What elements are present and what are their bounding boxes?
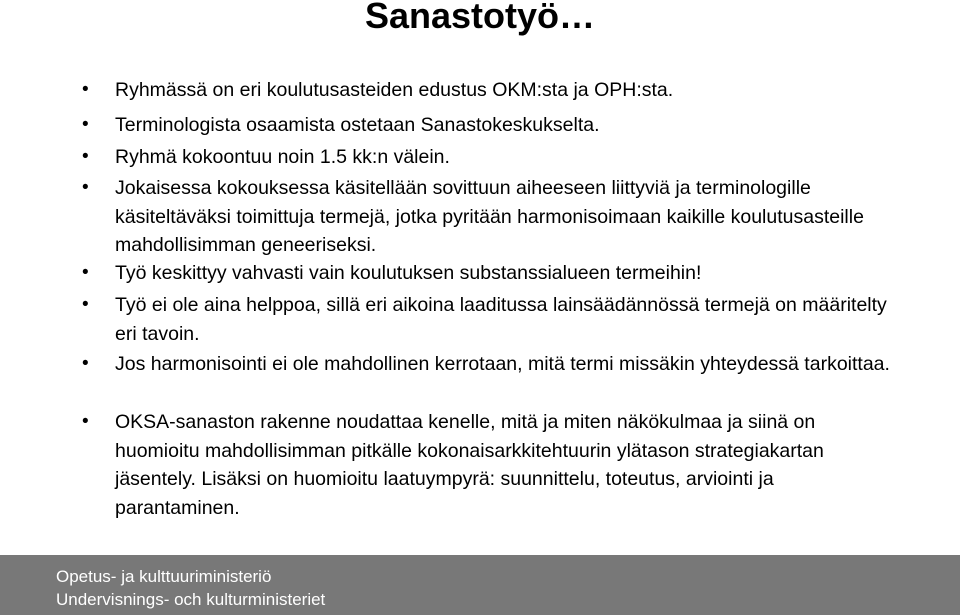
bullet-text: Terminologista osaamista ostetaan Sanastokeskukselta. [115, 114, 600, 136]
bullet-item [82, 350, 895, 379]
bullet-text: Työ keskittyy vahvasti vain koulutuksen substanssialueen termeihin! [115, 262, 702, 284]
bullet-marker: • [82, 262, 89, 283]
bullet-marker: • [82, 294, 89, 315]
bullet-marker: • [82, 411, 89, 432]
bullet-marker: • [82, 353, 89, 374]
bullet-item [82, 111, 895, 140]
bullet-marker: • [82, 114, 89, 135]
bullet-item [82, 174, 895, 260]
ministry-name-finnish: Opetus- ja kulttuuriministeriö [56, 567, 272, 586]
ministry-name-swedish: Undervisnings- och kulturministeriet [56, 590, 326, 609]
bullet-item [82, 408, 895, 522]
bullet-text: Jos harmonisointi ei ole mahdollinen kerrotaan, mitä termi missäkin yhteydessä tarkoittaa. [115, 353, 890, 375]
footer-bar [0, 555, 960, 615]
bullet-marker: • [82, 146, 89, 167]
bullet-item [82, 291, 895, 348]
bullet-item [82, 143, 895, 172]
bullet-text: Ryhmä kokoontuu noin 1.5 kk:n välein. [115, 146, 450, 168]
bullet-item [82, 259, 895, 288]
bullet-item [82, 76, 895, 105]
bullet-text: Ryhmässä on eri koulutusasteiden edustus OKM:sta ja OPH:sta. [115, 79, 674, 101]
bullet-marker: • [82, 177, 89, 198]
bullet-marker: • [82, 79, 89, 100]
slide-title: Sanastotyö… [364, 0, 596, 36]
bullet-text: Jokaisessa kokouksessa käsitellään sovittuun aiheeseen liittyviä ja terminologille käsiteltäväksi toimittuja termejä, jotka pyritään harmonisoimaan kaikille koulutusasteille mahdollisimman geneeriseksi. [115, 177, 864, 256]
bullet-text: OKSA-sanaston rakenne noudattaa kenelle, mitä ja miten näkökulmaa ja siinä on huomioitu mahdollisimman pitkälle kokonaisarkkitehtuurin ylätason strategiakartan jäsentely. Lisäksi on huomioitu laatuympyrä: suunnittelu, toteutus, arviointi ja parantaminen. [115, 411, 824, 519]
bullet-text: Työ ei ole aina helppoa, sillä eri aikoina laaditussa lainsäädännössä termejä on määritelty eri tavoin. [115, 294, 887, 345]
